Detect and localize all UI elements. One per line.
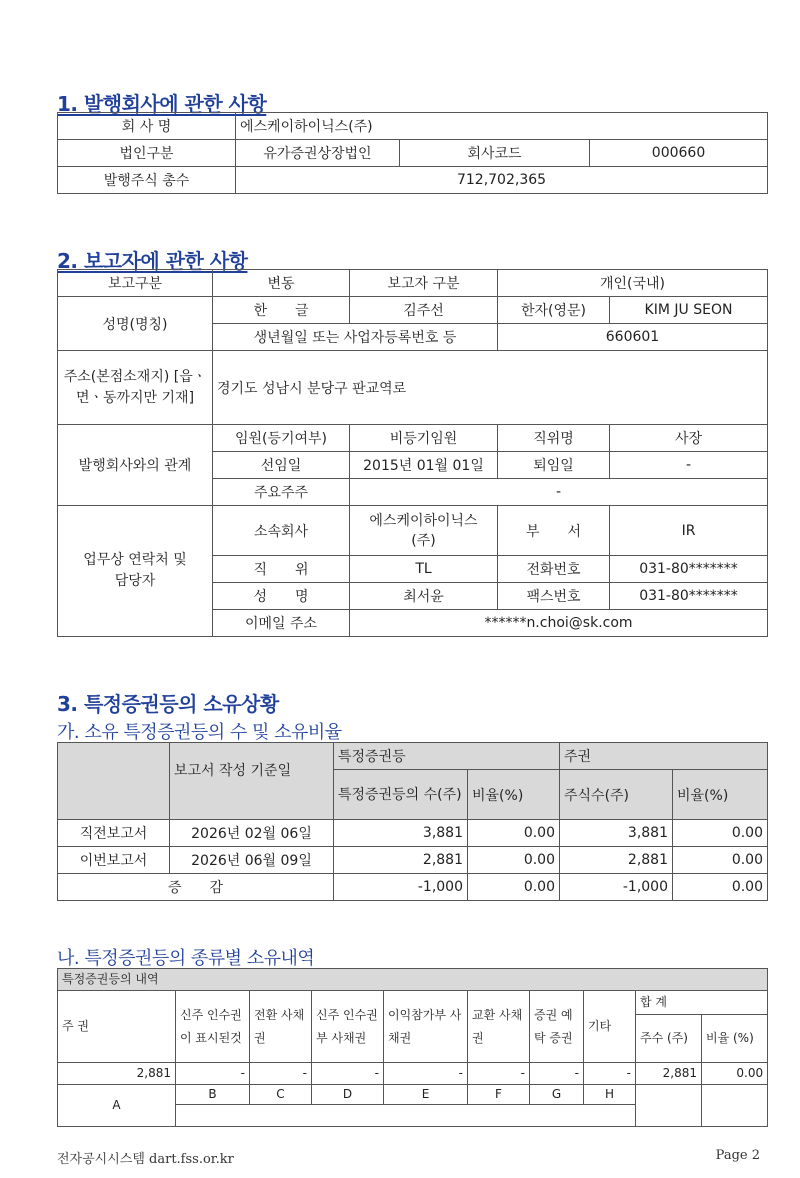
letter-f: F: [468, 1085, 530, 1105]
affiliation-label: 소속회사: [213, 506, 350, 556]
col-f: 교환 사채권: [468, 991, 530, 1063]
row-sec-count: 3,881: [334, 820, 468, 847]
fax-value: 031-80*******: [610, 583, 768, 610]
sec-header: 특정증권등: [334, 743, 560, 770]
code-value: 000660: [590, 140, 768, 167]
row-label: 직전보고서: [58, 820, 170, 847]
name-label: 성명(명칭): [58, 297, 213, 351]
appoint-label: 선임일: [213, 452, 350, 479]
row-date: 2026년 06월 09일: [170, 847, 334, 874]
position-value: 사장: [610, 425, 768, 452]
email-value: ******n.choi@sk.com: [350, 610, 768, 637]
row-stock-count: 2,881: [560, 847, 673, 874]
letter-a: A: [58, 1085, 176, 1127]
row-stock-count: 3,881: [560, 820, 673, 847]
footer-page: Page 2: [715, 1148, 760, 1163]
sec-count-header: 특정증권등의 수(주): [334, 770, 468, 820]
change-sec-ratio: 0.00: [468, 874, 560, 901]
row-date: 2026년 02월 06일: [170, 820, 334, 847]
appoint-value: 2015년 01월 01일: [350, 452, 498, 479]
corp-type-value: 유가증권상장법인: [236, 140, 400, 167]
col-g: 증권 예탁 증권: [530, 991, 584, 1063]
code-label: 회사코드: [400, 140, 590, 167]
reporter-type-value: 개인(국내): [498, 270, 768, 297]
phone-label: 전화번호: [498, 556, 610, 583]
position-label: 직위명: [498, 425, 610, 452]
letter-c: C: [250, 1085, 312, 1105]
value-d: -: [312, 1063, 384, 1085]
fax-label: 팩스번호: [498, 583, 610, 610]
value-b: -: [176, 1063, 250, 1085]
date-header: 보고서 작성 기준일: [170, 743, 334, 820]
col-d: 신주 인수권부 사채권: [312, 991, 384, 1063]
letter-blank: [636, 1085, 702, 1127]
corp-type-label: 법인구분: [58, 140, 236, 167]
letter-g: G: [530, 1085, 584, 1105]
footer-site: 전자공시시스템 dart.fss.or.kr: [57, 1152, 234, 1167]
letter-d: D: [312, 1085, 384, 1105]
detail-table: [57, 968, 768, 1127]
ratio-header: 비율(%): [468, 770, 560, 820]
company-label: 회 사 명: [58, 113, 236, 140]
row-sec-ratio: 0.00: [468, 820, 560, 847]
row-sec-count: 2,881: [334, 847, 468, 874]
row-sec-ratio: 0.00: [468, 847, 560, 874]
row-stock-ratio: 0.00: [673, 847, 768, 874]
officer-value: 비등기임원: [350, 425, 498, 452]
person-value: 최서윤: [350, 583, 498, 610]
row-label: 이번보고서: [58, 847, 170, 874]
col-b: 신주 인수권이 표시된것: [176, 991, 250, 1063]
col-h: 기타: [584, 991, 636, 1063]
letter-e: E: [384, 1085, 468, 1105]
hanja-label: 한자(영문): [498, 297, 610, 324]
section-1-title: 1. 발행회사에 관한 사항: [57, 92, 267, 116]
change-sec-count: -1,000: [334, 874, 468, 901]
col-e: 이익참가부 사채권: [384, 991, 468, 1063]
stock-ratio-header: 비율(%): [673, 770, 768, 820]
rank-label: 직 위: [213, 556, 350, 583]
address-label: 주소(본점소재지) [읍ㆍ면ㆍ동까지만 기재]: [58, 351, 213, 425]
value-e: -: [384, 1063, 468, 1085]
change-stock-ratio: 0.00: [673, 874, 768, 901]
person-label: 성 명: [213, 583, 350, 610]
stock-header: 주권: [560, 743, 768, 770]
reporter-type-label: 보고자 구분: [350, 270, 498, 297]
officer-label: 임원(등기여부): [213, 425, 350, 452]
major-value: -: [350, 479, 768, 506]
hangul-label: 한 글: [213, 297, 350, 324]
shares-label: 발행주식 총수: [58, 167, 236, 194]
letter-blank: [702, 1085, 768, 1127]
change-row: [58, 874, 768, 901]
company-value: 에스케이하이닉스(주): [236, 113, 768, 140]
dept-value: IR: [610, 506, 768, 556]
value-c: -: [250, 1063, 312, 1085]
relation-label: 발행회사와의 관계: [58, 425, 213, 506]
value-h: -: [584, 1063, 636, 1085]
affiliation-value: 에스케이하이닉스(주): [350, 506, 498, 556]
value-f: -: [468, 1063, 530, 1085]
table-row: [58, 847, 768, 874]
row-stock-ratio: 0.00: [673, 820, 768, 847]
stock-count-header: 주식수(주): [560, 770, 673, 820]
section-2-title: 2. 보고자에 관한 사항: [57, 249, 248, 273]
email-label: 이메일 주소: [213, 610, 350, 637]
report-type-value: 변동: [213, 270, 350, 297]
section-3-title: 3. 특정증권등의 소유상황: [57, 692, 279, 716]
hangul-value: 김주선: [350, 297, 498, 324]
table-row: [58, 820, 768, 847]
retire-label: 퇴임일: [498, 452, 610, 479]
detail-value-row: [58, 1063, 768, 1085]
section-3b-subtitle: 나. 특정증권등의 종류별 소유내역: [57, 948, 315, 969]
value-g: -: [530, 1063, 584, 1085]
value-total-ratio: 0.00: [702, 1063, 768, 1085]
section-3a-subtitle: 가. 소유 특정증권등의 수 및 소유비율: [57, 722, 342, 743]
ownership-table: [57, 742, 768, 901]
birth-label: 생년월일 또는 사업자등록번호 등: [213, 324, 498, 351]
issuer-table: [57, 112, 768, 194]
value-total-count: 2,881: [636, 1063, 702, 1085]
change-label: 증 감: [58, 874, 334, 901]
major-label: 주요주주: [213, 479, 350, 506]
retire-value: -: [610, 452, 768, 479]
value-stock: 2,881: [58, 1063, 176, 1085]
col-stock: 주 권: [58, 991, 176, 1063]
phone-value: 031-80*******: [610, 556, 768, 583]
letter-h: H: [584, 1085, 636, 1105]
letter-b: B: [176, 1085, 250, 1105]
col-total-ratio: 비율 (%): [702, 1015, 768, 1063]
rank-value: TL: [350, 556, 498, 583]
date-header-spacer: [58, 743, 170, 820]
hanja-value: KIM JU SEON: [610, 297, 768, 324]
dept-label: 부 서: [498, 506, 610, 556]
col-c: 전환 사채권: [250, 991, 312, 1063]
birth-value: 660601: [498, 324, 768, 351]
col-total-count: 주수 (주): [636, 1015, 702, 1063]
change-stock-count: -1,000: [560, 874, 673, 901]
col-total: 합 계: [636, 991, 768, 1015]
letter-spacer: [176, 1105, 636, 1127]
shares-value: 712,702,365: [236, 167, 768, 194]
report-type-label: 보고구분: [58, 270, 213, 297]
contact-label: 업무상 연락처 및 담당자: [58, 506, 213, 637]
detail-header: 특정증권등의 내역: [58, 969, 768, 991]
address-value: 경기도 성남시 분당구 판교역로: [213, 351, 768, 425]
reporter-table: [57, 269, 768, 637]
